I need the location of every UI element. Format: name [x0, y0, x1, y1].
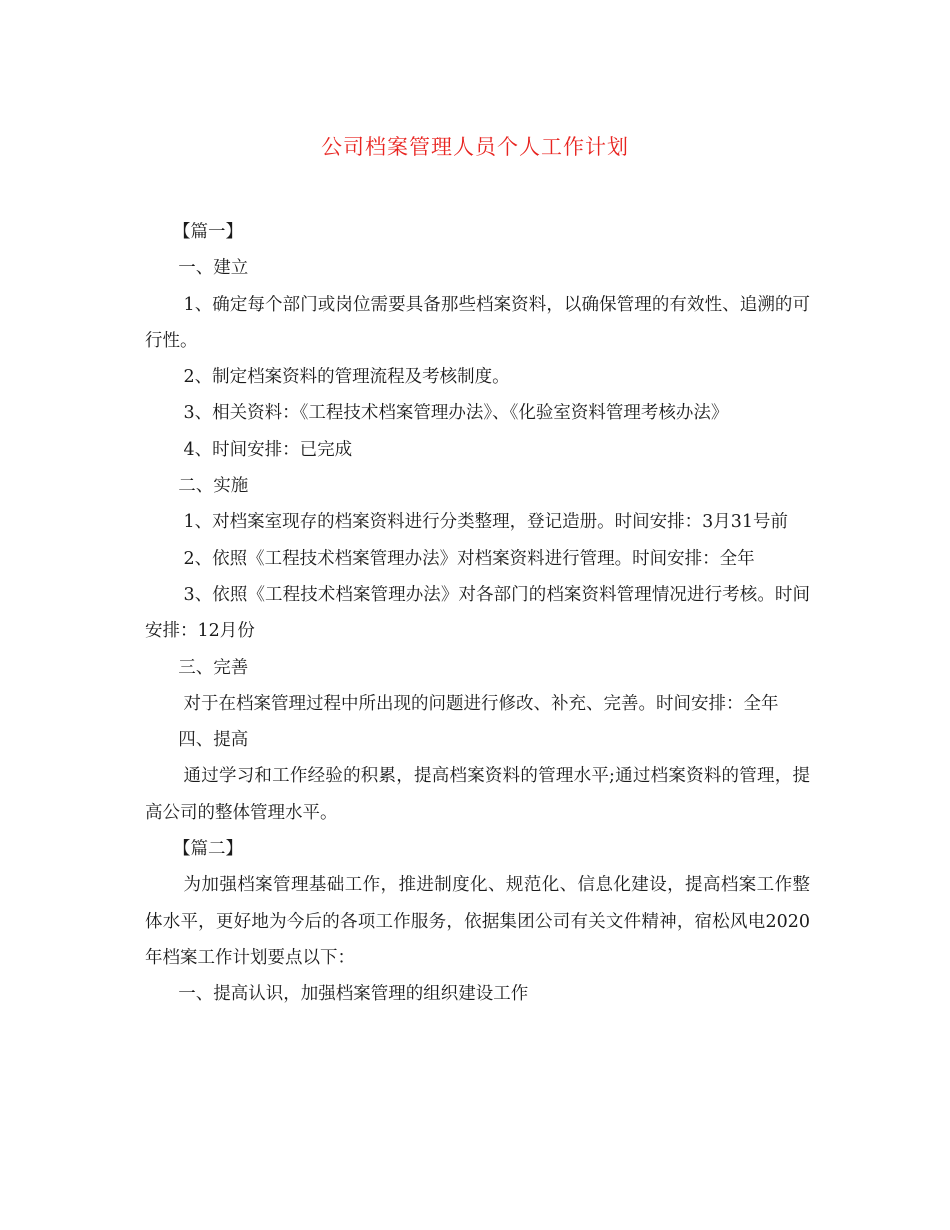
- paragraph-improve: 对于在档案管理过程中所出现的问题进行修改、补充、完善。时间安排：全年: [183, 693, 779, 714]
- heading-improve: 三、完善: [178, 657, 249, 678]
- heading-establish: 一、建立: [178, 258, 249, 279]
- document-title: 公司档案管理人员个人工作计划: [321, 135, 629, 159]
- paragraph-implement-1: 1、对档案室现存的档案资料进行分类整理，登记造册。时间安排：3月31号前: [183, 512, 789, 533]
- heading-organization: 一、提高认识，加强档案管理的组织建设工作: [178, 984, 529, 1005]
- paragraph-establish-4: 4、时间安排：已完成: [183, 439, 353, 460]
- section-label-part-one: 【篇一】: [173, 222, 243, 242]
- heading-enhance: 四、提高: [178, 730, 249, 751]
- paragraph-establish-3: 3、相关资料：《工程技术档案管理办法》、《化验室资料管理考核办法》: [183, 403, 729, 424]
- document-body: [145, 214, 810, 1013]
- paragraph-establish-1: 1、确定每个部门或岗位需要具备那些档案资料，以确保管理的有效性、追溯的可行性。: [145, 294, 810, 351]
- paragraph-part-two-intro: 为加强档案管理基础工作，推进制度化、规范化、信息化建设，提高档案工作整体水平，更好地为今后的各项工作服务，依据集团公司有关文件精神，宿松风电2020年档案工作计划要点以下：: [145, 875, 810, 968]
- section-label-part-two: 【篇二】: [173, 839, 243, 860]
- paragraph-implement-2: 2、依照《工程技术档案管理办法》对档案资料进行管理。时间安排：全年: [183, 548, 755, 569]
- paragraph-implement-3: 3、依照《工程技术档案管理办法》对各部门的档案资料管理情况进行考核。时间安排：12月份: [145, 584, 810, 642]
- heading-implement: 二、实施: [178, 476, 249, 497]
- paragraph-establish-2: 2、制定档案资料的管理流程及考核制度。: [183, 367, 510, 388]
- paragraph-enhance: 通过学习和工作经验的积累，提高档案资料的管理水平;通过档案资料的管理，提高公司的整体管理水平。: [145, 766, 810, 823]
